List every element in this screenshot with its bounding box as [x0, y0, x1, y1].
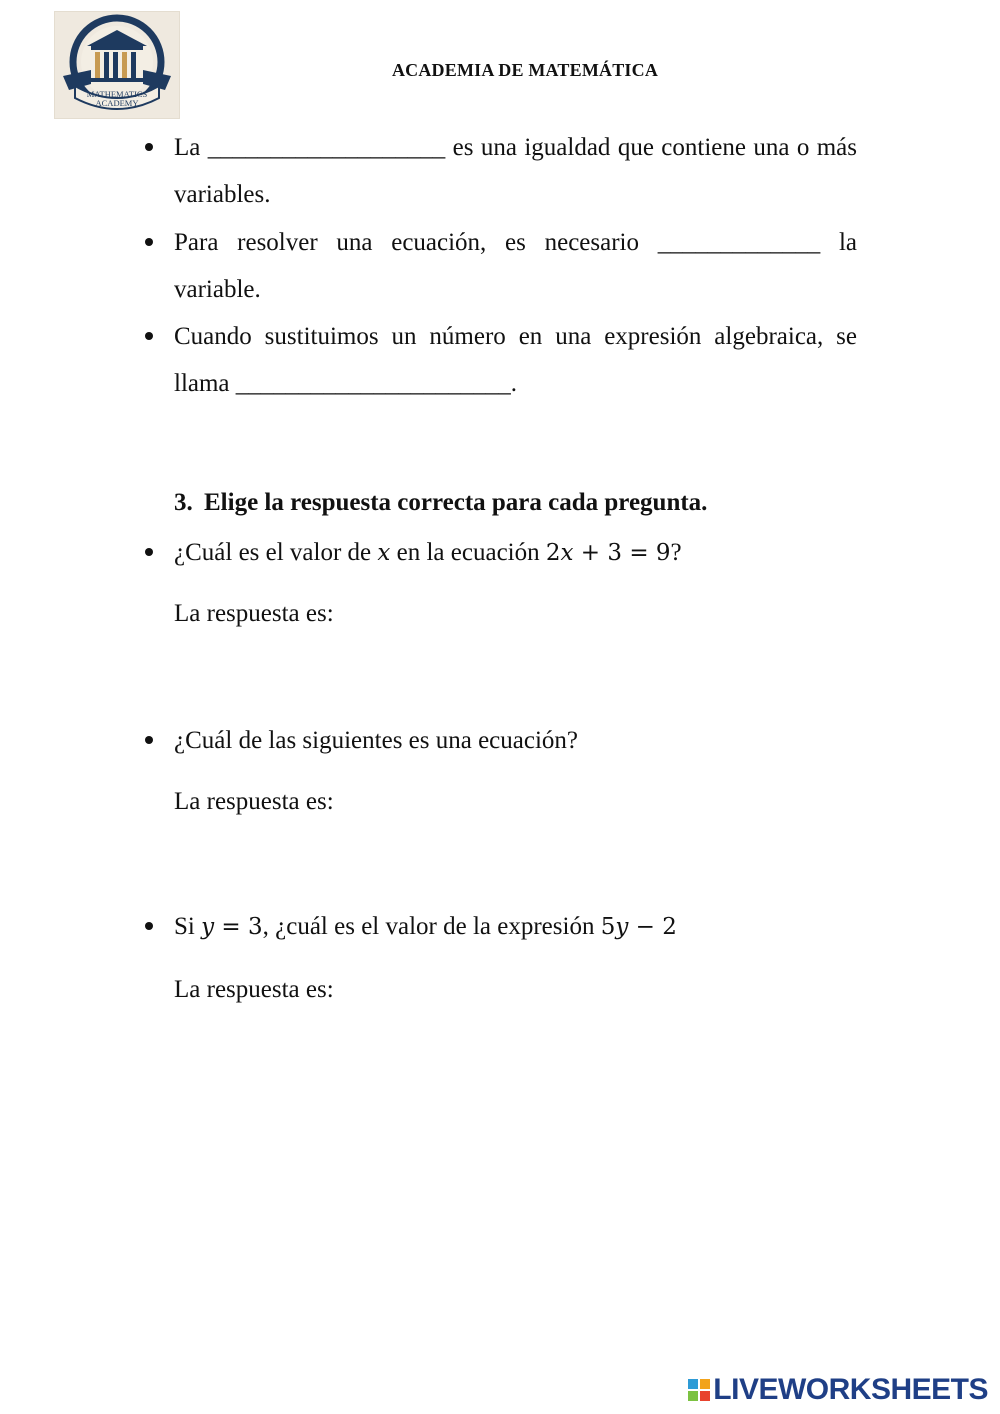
question-text: ¿Cuál de las siguientes es una ecuación? — [174, 727, 579, 754]
math-expression: y = 3 — [201, 914, 263, 940]
question-item — [174, 717, 857, 764]
question-text: en la ecuación — [390, 539, 546, 566]
section-heading — [174, 486, 707, 520]
answer-blank[interactable]: ______________________ — [235, 370, 511, 397]
brand-text: LIVEWORKSHEETS — [713, 1373, 988, 1406]
question-text: Si — [174, 913, 202, 940]
fill-in-text-before: Cuando sustituimos un número en una expresión algebraica, se llama — [174, 323, 857, 397]
question-text: ? — [670, 539, 682, 566]
fill-in-item — [174, 219, 857, 313]
answer-label: La respuesta es: — [174, 976, 334, 1003]
liveworksheets-brand — [688, 1373, 988, 1407]
question-text: ¿Cuál es el valor de — [174, 539, 378, 566]
logo-text-line2: ACADEMY — [95, 98, 139, 108]
liveworksheets-logo-icon — [688, 1379, 710, 1401]
page-title: ACADEMIA DE MATEMÁTICA — [391, 60, 659, 80]
question-item — [174, 903, 857, 951]
fill-in-text-before: La — [174, 134, 208, 161]
question-text: , ¿cuál es el valor de la expresión — [262, 913, 601, 940]
fill-in-text-before: Para resolver una ecuación, es necesario — [174, 229, 658, 256]
question-item — [174, 529, 857, 577]
math-variable: x — [377, 540, 391, 566]
math-expression: 5y − 2 — [600, 914, 677, 940]
fill-in-text-after: . — [510, 370, 518, 397]
answer-blank[interactable]: _____________ — [657, 229, 821, 256]
fill-in-text-after: la variable. — [174, 229, 857, 303]
answer-label: La respuesta es: — [174, 788, 334, 815]
answer-blank[interactable]: ___________________ — [207, 134, 446, 161]
fill-in-text-after: es una igualdad que contiene una o más variables. — [174, 134, 857, 208]
fill-in-item — [174, 124, 857, 218]
section-title-text: Elige la respuesta correcta para cada pregunta. — [204, 489, 708, 516]
fill-in-item — [174, 313, 857, 407]
section-number: 3. — [174, 489, 193, 516]
logo-text-line1: MATHEMATICS — [86, 89, 148, 99]
answer-label: La respuesta es: — [174, 600, 334, 627]
math-expression: 2x + 3 = 9 — [545, 540, 671, 566]
